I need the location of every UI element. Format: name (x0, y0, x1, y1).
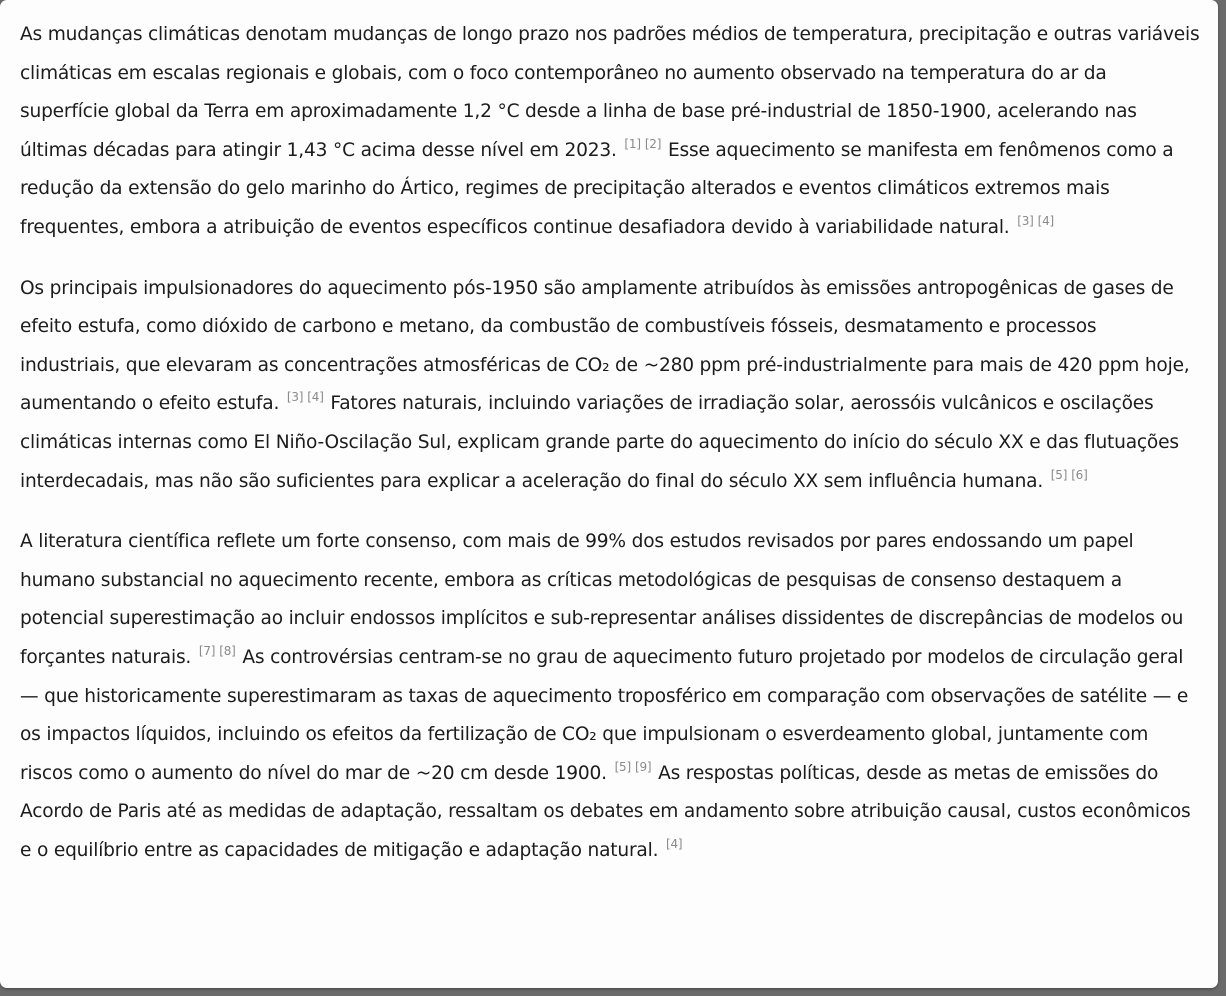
paragraph-1 (20, 16, 1200, 248)
citation-link[interactable]: [4] (1037, 213, 1055, 228)
paragraph-text: As respostas políticas, desde as metas de emissões do Acordo de Paris até as medidas de adaptação, ressaltam os debates em andamento sobre atribuição causal, custos econômicos e o equilíbrio entre as capacidades de mitigação e adaptação natural. (20, 762, 1191, 861)
paragraph-2 (20, 270, 1200, 502)
paragraph-text: Fatores naturais, incluindo variações de irradiação solar, aerossóis vulcânicos e oscilações climáticas internas como El Niño-Oscilação Sul, explicam grande parte do aquecimento do início do século XX e das flutuações interdecadais, mas não são suficientes para explicar a aceleração do final do século XX sem influência humana. (20, 393, 1179, 492)
citation-link[interactable]: [3] (1017, 213, 1034, 228)
citation-link[interactable]: [8] (219, 643, 236, 658)
citation-link[interactable]: [2] (644, 136, 662, 151)
paragraph-text: Os principais impulsionadores do aquecimento pós-1950 são amplamente atribuídos às emissões antropogênicas de gases de efeito estufa, como dióxido de carbono e metano, da combustão de combustíveis fósseis, desmatamento e processos industriais, que elevaram as concentrações atmosféricas de CO₂ de ~280 ppm pré-industrialmente para mais de 420 ppm hoje, aumentando o efeito estufa. (20, 277, 1190, 415)
citation-link[interactable]: [9] (634, 759, 652, 774)
citation-link[interactable]: [6] (1071, 467, 1088, 482)
citation-link[interactable]: [4] (666, 836, 683, 851)
citation-link[interactable]: [5] (1050, 467, 1068, 482)
citation-link[interactable]: [4] (307, 390, 324, 405)
citation-link[interactable]: [3] (286, 390, 304, 405)
paragraph-3 (20, 523, 1200, 870)
citation-link[interactable]: [5] (614, 759, 631, 774)
citation-link[interactable]: [7] (198, 643, 216, 658)
paragraph-text: As mudanças climáticas denotam mudanças de longo prazo nos padrões médios de temperatura, precipitação e outras variáveis climáticas em escalas regionais e globais, com o foco contemporâneo no aumento observado na temperatura do ar da superfície global da Terra em aproximadamente 1,2 °C desde a linha de base pré-industrial de 1850-1900, acelerando nas últimas décadas para atingir 1,43 °C acima desse nível em 2023. (20, 24, 1200, 161)
citation-link[interactable]: [1] (624, 136, 641, 151)
paragraph-text: A literatura científica reflete um forte consenso, com mais de 99% dos estudos revisados por pares endossando um papel humano substancial no aquecimento recente, embora as críticas metodológicas de pesquisas de consenso destaquem a potencial superestimação ao incluir endossos implícitos e sub-representar análises dissidentes de discrepâncias de modelos ou forçantes naturais. (20, 531, 1184, 668)
paragraph-text: Esse aquecimento se manifesta em fenômenos como a redução da extensão do gelo marinho do Ártico, regimes de precipitação alterados e eventos climáticos extremos mais frequentes, embora a atribuição de eventos específicos continue desafiadora devido à variabilidade natural. (20, 139, 1174, 238)
article-body (20, 16, 1200, 870)
paragraph-text: As controvérsias centram-se no grau de aquecimento futuro projetado por modelos de circulação geral — que historicamente superestimaram as taxas de aquecimento troposférico em comparação com observações de satélite — e os impactos líquidos, incluindo os efeitos da fertilização de CO₂ que impulsionam o esverdeamento global, juntamente com riscos como o aumento do nível do mar de ~20 cm desde 1900. (20, 646, 1189, 784)
